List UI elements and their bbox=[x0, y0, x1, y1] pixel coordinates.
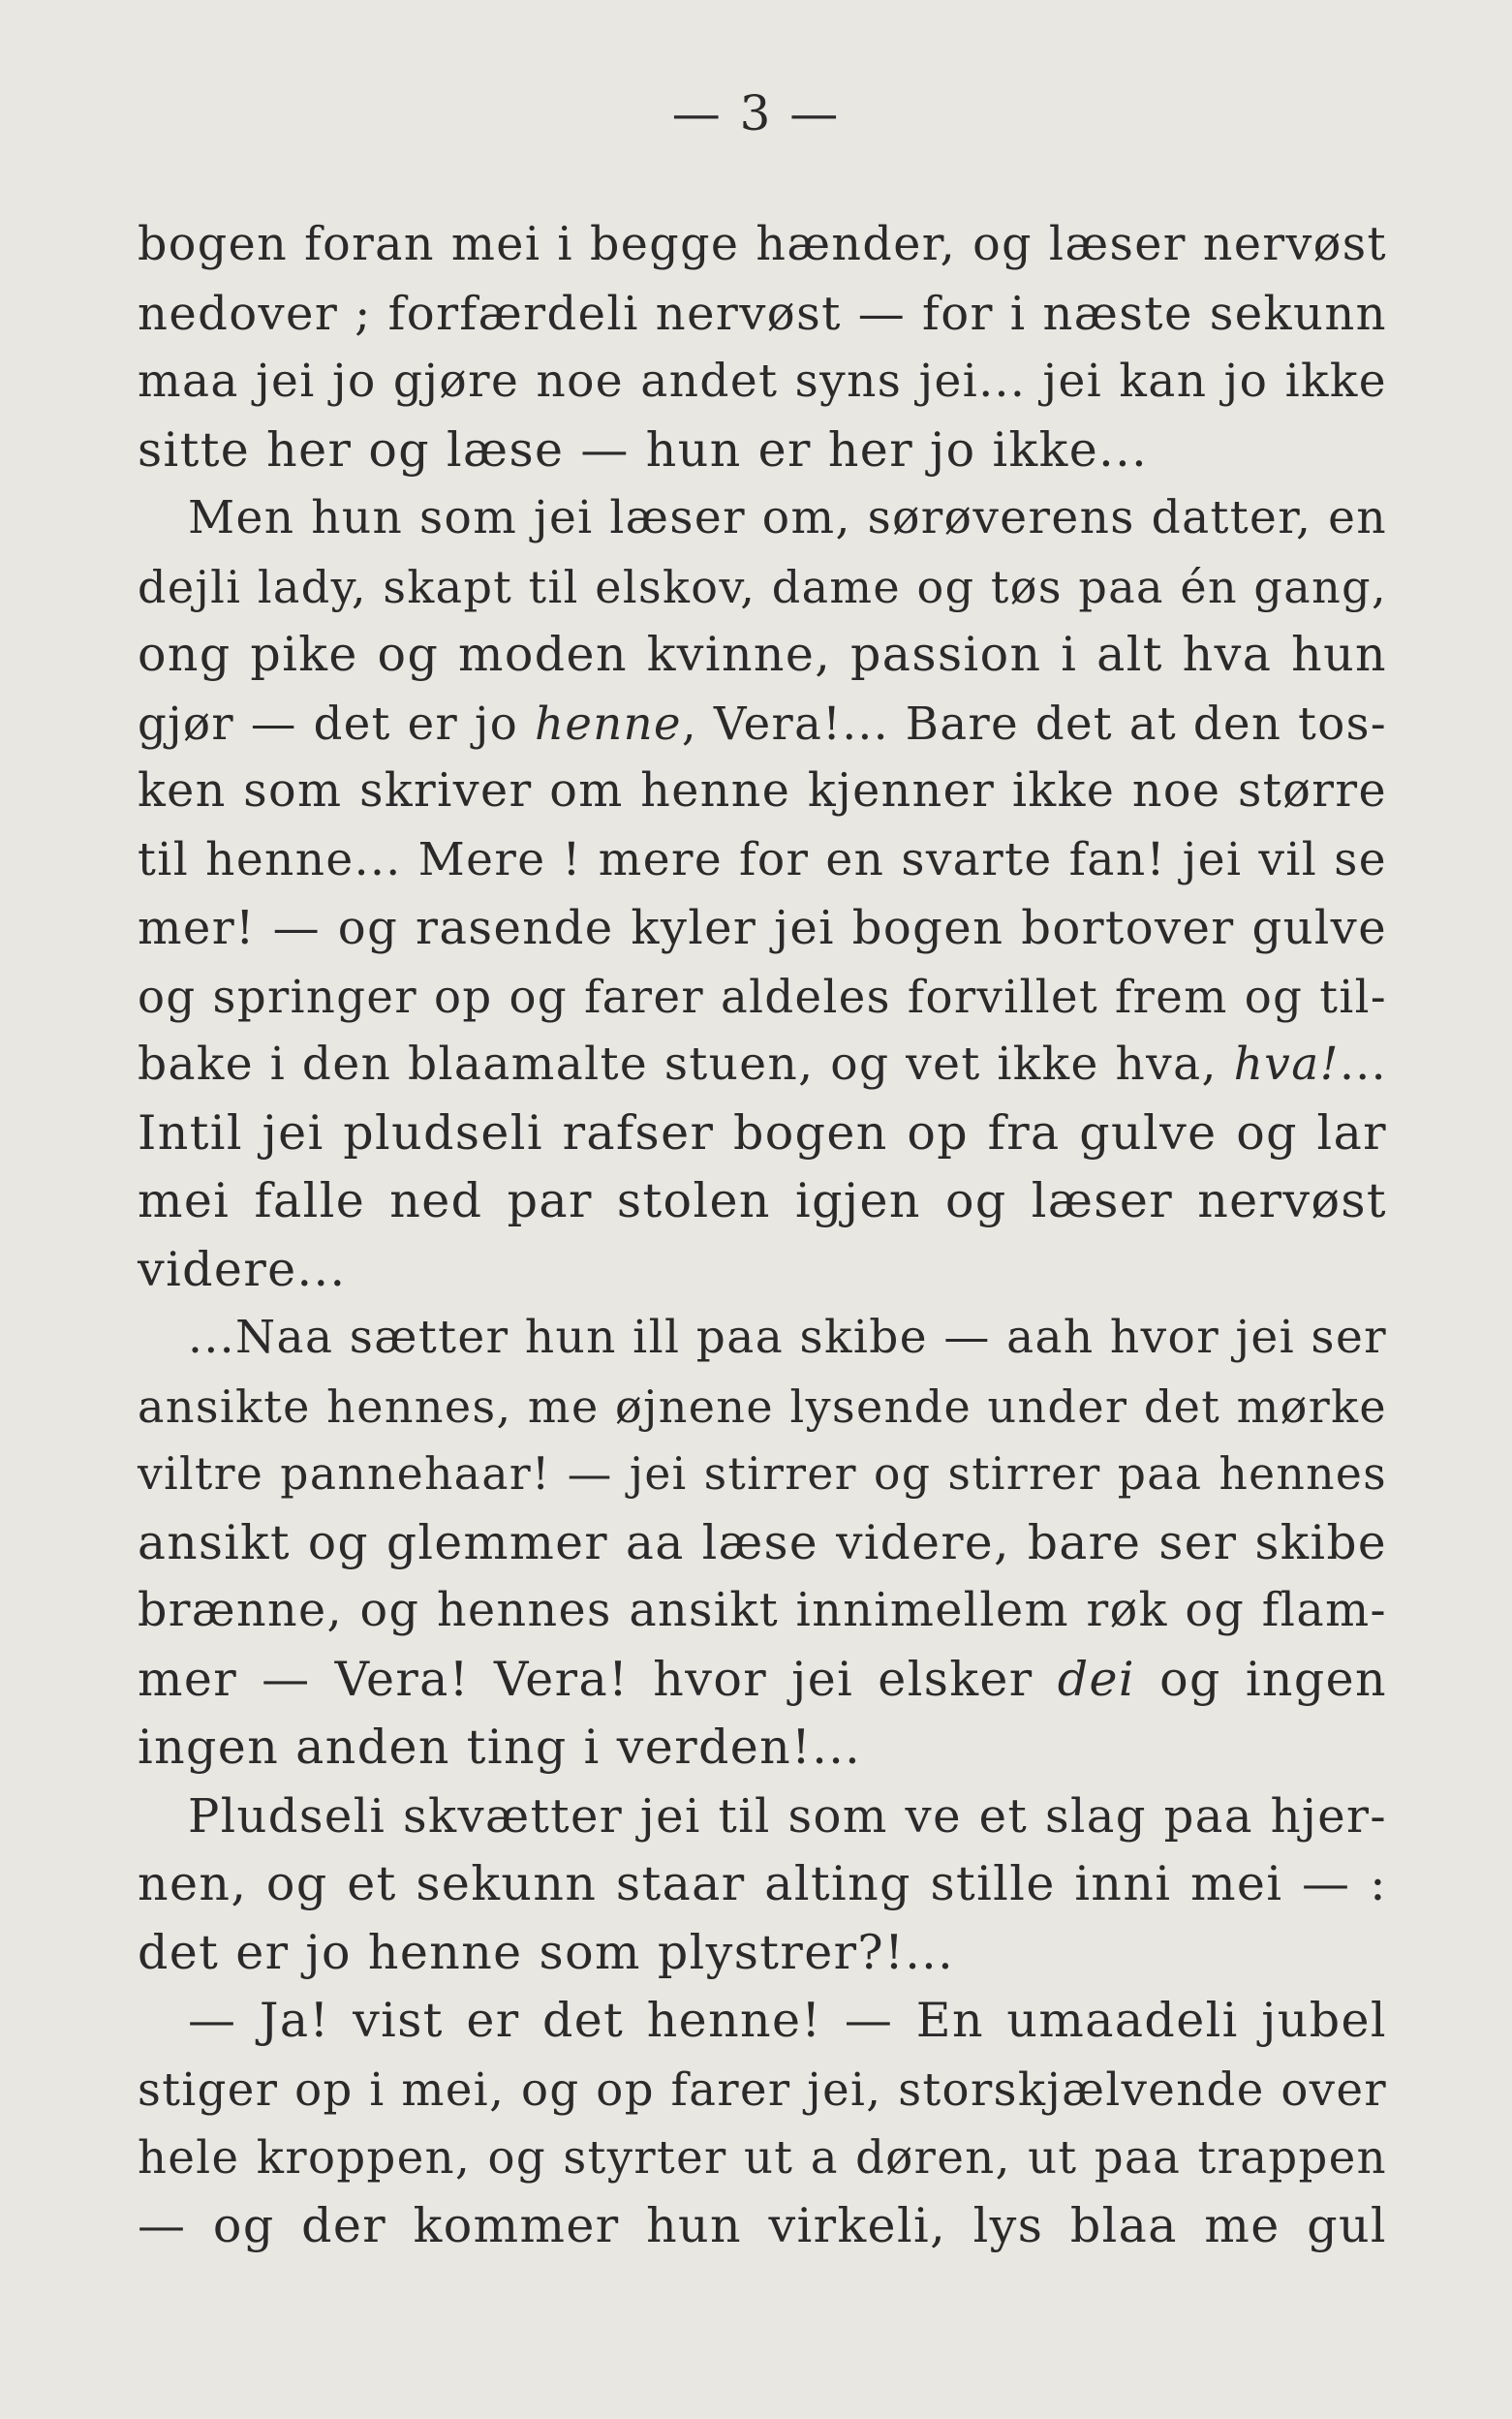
text-line: mer! — og rasende kyler jei bogen bortover gulve bbox=[138, 901, 1387, 955]
body-text bbox=[138, 211, 1387, 2260]
text-line: mei falle ned par stolen igjen og læser nervøst bbox=[138, 1173, 1387, 1228]
text-line: ingen anden ting i verden!... bbox=[138, 1720, 862, 1775]
text-line: maa jei jo gjøre noe andet syns jei... jei kan jo ikke bbox=[138, 355, 1387, 408]
text-line: til henne... Mere ! mere for en svarte fan! jei vil se bbox=[138, 832, 1387, 886]
text-line: dejli lady, skapt til elskov, dame og tøs paa én gang, bbox=[138, 560, 1387, 613]
text-line: og springer op og farer aldeles forvillet frem og til- bbox=[138, 970, 1387, 1023]
text-line: viltre pannehaar! — jei stirrer og stirrer paa hennes bbox=[138, 1448, 1387, 1500]
text-line: det er jo henne som plystrer?!... bbox=[138, 1924, 955, 1980]
emphasis-text: dei bbox=[1057, 1651, 1135, 1707]
text-line: Pludseli skvætter jei til som ve et slag paa hjer- bbox=[188, 1788, 1387, 1844]
text-segment: bake i den blaamalte stuen, og vet ikke hva, bbox=[138, 1038, 1234, 1091]
page-number: — 3 — bbox=[671, 85, 841, 141]
text-line: stiger op i mei, og op farer jei, storskjælvende over bbox=[138, 2062, 1387, 2116]
text-line: videre... bbox=[138, 1241, 347, 1297]
text-line: brænne, og hennes ansikt innimellem røk og flam- bbox=[138, 1584, 1387, 1637]
text-line: Intil jei pludseli rafser bogen op fra gulve og lar bbox=[138, 1104, 1387, 1161]
text-segment: og ingen bbox=[1134, 1651, 1387, 1707]
text-line: — Ja! vist er det henne! — En umaadeli jubel bbox=[188, 1993, 1387, 2048]
text-line: ansikte hennes, me øjnene lysende under det mørke bbox=[138, 1380, 1387, 1433]
text-segment: gjør — det er jo bbox=[138, 697, 535, 750]
text-line: nen, og et sekunn staar alting stille inni mei — : bbox=[138, 1856, 1387, 1911]
text-line: nedover ; forfærdeli nervøst — for i næste sekunn bbox=[138, 286, 1387, 341]
text-line: hele kroppen, og styrter ut a døren, ut paa trappen bbox=[138, 2131, 1387, 2184]
text-segment: mer — Vera! Vera! hvor jei elsker bbox=[138, 1651, 1058, 1707]
text-line: ken som skriver om henne kjenner ikke noe større bbox=[138, 764, 1387, 818]
text-line: Men hun som jei læser om, sørøverens datter, en bbox=[188, 491, 1387, 544]
text-line bbox=[138, 1646, 1387, 1715]
text-segment: , Vera!... Bare det at den tos- bbox=[681, 697, 1387, 750]
emphasis-text: henne bbox=[535, 697, 682, 750]
text-line: ...Naa sætter hun ill paa skibe — aah hvor jei ser bbox=[188, 1311, 1388, 1364]
text-segment: ... bbox=[1339, 1038, 1387, 1091]
emphasis-text: hva! bbox=[1233, 1038, 1340, 1091]
text-line: — og der kommer hun virkeli, lys blaa me gul bbox=[138, 2197, 1387, 2253]
text-line bbox=[138, 690, 1387, 759]
text-line: sitte her og læse — hun er her jo ikke... bbox=[138, 421, 1149, 478]
text-line: ong pike og moden kvinne, passion i alt hva hun bbox=[138, 627, 1387, 682]
text-line: ansikt og glemmer aa læse videre, bare ser skibe bbox=[138, 1515, 1387, 1570]
text-line: bogen foran mei i begge hænder, og læser nervøst bbox=[138, 218, 1387, 271]
text-line bbox=[138, 1031, 1387, 1100]
